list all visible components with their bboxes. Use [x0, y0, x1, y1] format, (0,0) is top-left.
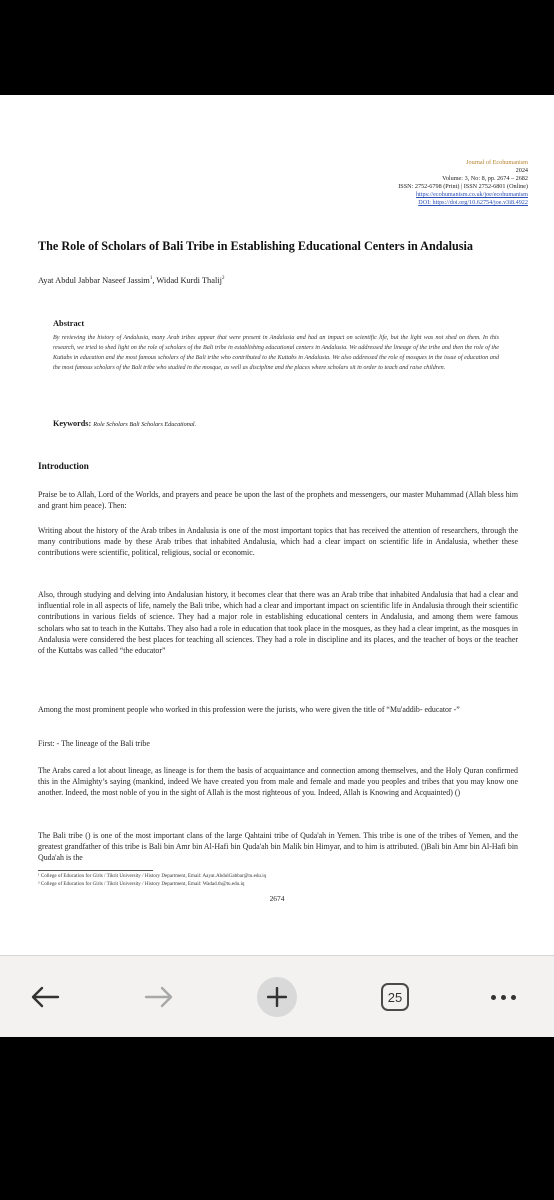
abstract-text: By reviewing the history of Andalusia, many Arab tribes appear that were present in Andalusia and had an impact on scientific life, but the light was not shed on them. In this research, we tried to shed light on the role of scholars of the Bali tribe in establishing educational centers in Andalusia. We addressed the lineage of the tribe and then the role of the Kuttabs in education and the most famous scholars of the Bali tribe who contributed to the Kuttabs in Andalusia. We also addressed the role of mosques in the issue of education and the most famous scholars of the Bali tribe who studied in the mosque, as well as discipline and the places where scholars sit in order to teach and raise children. — [53, 335, 499, 371]
paragraph-4: Among the most prominent people who worked in this profession were the jurists, who were given the title of “Mu'addib- educator -” — [38, 705, 460, 714]
journal-doi-link[interactable]: DOI: https://doi.org/10.62754/joe.v3i8.4922 — [418, 199, 528, 207]
journal-name: Journal of Ecohumanism — [466, 159, 528, 166]
article-authors — [38, 276, 224, 285]
journal-url-link[interactable]: https://ecohumanism.co.uk/joe/ecohumanism — [415, 191, 528, 199]
journal-volume: Volume: 3, No: 8, pp. 2674 – 2682 — [442, 175, 528, 183]
new-tab-button[interactable] — [246, 956, 308, 1038]
author-2: Widad Kurdi Thalij — [156, 276, 222, 285]
paragraph-2: Writing about the history of the Arab tribes in Andalusia is one of the most important topics that has received the attention of researchers, through the many contributions made by these Arab tribes that inhabited Andalusia, which had a clear impact on scientific life in Andalusia, whether these contributions were scientific, political, religious, social or economic. — [38, 526, 518, 558]
introduction-heading: Introduction — [38, 462, 89, 472]
author-1: Ayat Abdul Jabbar Naseef Jassim — [38, 276, 150, 285]
plus-icon — [267, 987, 287, 1007]
journal-issn: ISSN: 2752-6798 (Print) | ISSN 2752-6801 (Online) — [398, 183, 528, 191]
journal-header — [328, 159, 528, 208]
paragraph-6: The Bali tribe () is one of the most important clans of the large Qahtaini tribe of Quda'ah in Yemen. This tribe is one of the tribes of Yemen, and the greatest grandfather of this tribe is Bali bin Amr bin Al-Hafi bin Quda'ah bin Malik bin Himyar, and to him is attributed. ()Bali bin Amr bin Al-Hafi bin Quda'ah is the — [38, 831, 518, 863]
author-1-sup: 1 — [149, 276, 153, 282]
article-title: The Role of Scholars of Bali Tribe in Establishing Educational Centers in Andalusia — [38, 239, 473, 253]
keywords — [53, 419, 196, 428]
more-horizontal-icon — [491, 995, 516, 1000]
author-2-sup: 2 — [221, 276, 225, 282]
journal-year: 2024 — [515, 167, 528, 175]
tabs-button[interactable] — [366, 956, 424, 1038]
back-button[interactable] — [16, 956, 74, 1038]
top-black-area — [0, 0, 554, 95]
browser-toolbar — [0, 955, 554, 1037]
new-tab-circle — [257, 977, 297, 1017]
abstract-heading: Abstract — [53, 319, 85, 328]
tab-count-badge: 25 — [381, 983, 409, 1011]
paragraph-3: Also, through studying and delving into Andalusian history, it becomes clear that there was an Arab tribe that inhabited Andalusia that had a clear and influential role in all aspects of life, namely the Bali tribe, which had a clear and important impact on scientific life in Andalusia through their scientific contributions in various fields of science. They had a major role in establishing educational centers in Andalusia, and among them were famous scholars who sat to teach in the Kuttabs. They also had a role in education that took place in the mosques, as they had a clear imprint, as the mosques in Andalusia were considered the best places for teaching all sciences. They had a role in discipline and its places, and the teacher of boys or the teacher of the Kuttabs was called “the educator” — [38, 590, 518, 656]
page-number: 2674 — [269, 894, 285, 903]
arrow-right-icon — [144, 986, 174, 1008]
arrow-left-icon — [30, 986, 60, 1008]
pdf-page[interactable] — [0, 95, 554, 955]
keywords-label: Keywords: — [53, 419, 92, 428]
footnote-2: ² College of Education for Girls / Tikrit University / History Department, Email: Wadad.th@tu.edu.iq — [38, 881, 245, 887]
author-separator: , — [152, 276, 157, 285]
section-heading-lineage: First: - The lineage of the Bali tribe — [38, 739, 150, 748]
bottom-black-area — [0, 1037, 554, 1200]
more-menu-button[interactable] — [474, 956, 532, 1038]
footnote-divider — [38, 870, 153, 871]
footnote-1: ¹ College of Education for Girls / Tikrit University / History Department, Email: Aayat.AbdulGabbar@tu.edu.iq — [38, 873, 267, 879]
forward-button[interactable] — [130, 956, 188, 1038]
keywords-value: Role Scholars Bali Scholars Educational. — [93, 421, 197, 428]
paragraph-5: The Arabs cared a lot about lineage, as lineage is for them the basis of acquaintance and connection among themselves, and the Holy Quran confirmed this in the Almighty’s saying (mankind, indeed We have created you from male and female and made you peoples and tribes that you may know one another. Indeed, the most noble of you in the sight of Allah is the most righteous of you. Indeed, Allah is Knowing and Acquainted) () — [38, 766, 518, 798]
paragraph-1: Praise be to Allah, Lord of the Worlds, and prayers and peace be upon the last of the prophets and messengers, our master Muhammad (Allah bless him and grant him peace). Then: — [38, 490, 518, 511]
